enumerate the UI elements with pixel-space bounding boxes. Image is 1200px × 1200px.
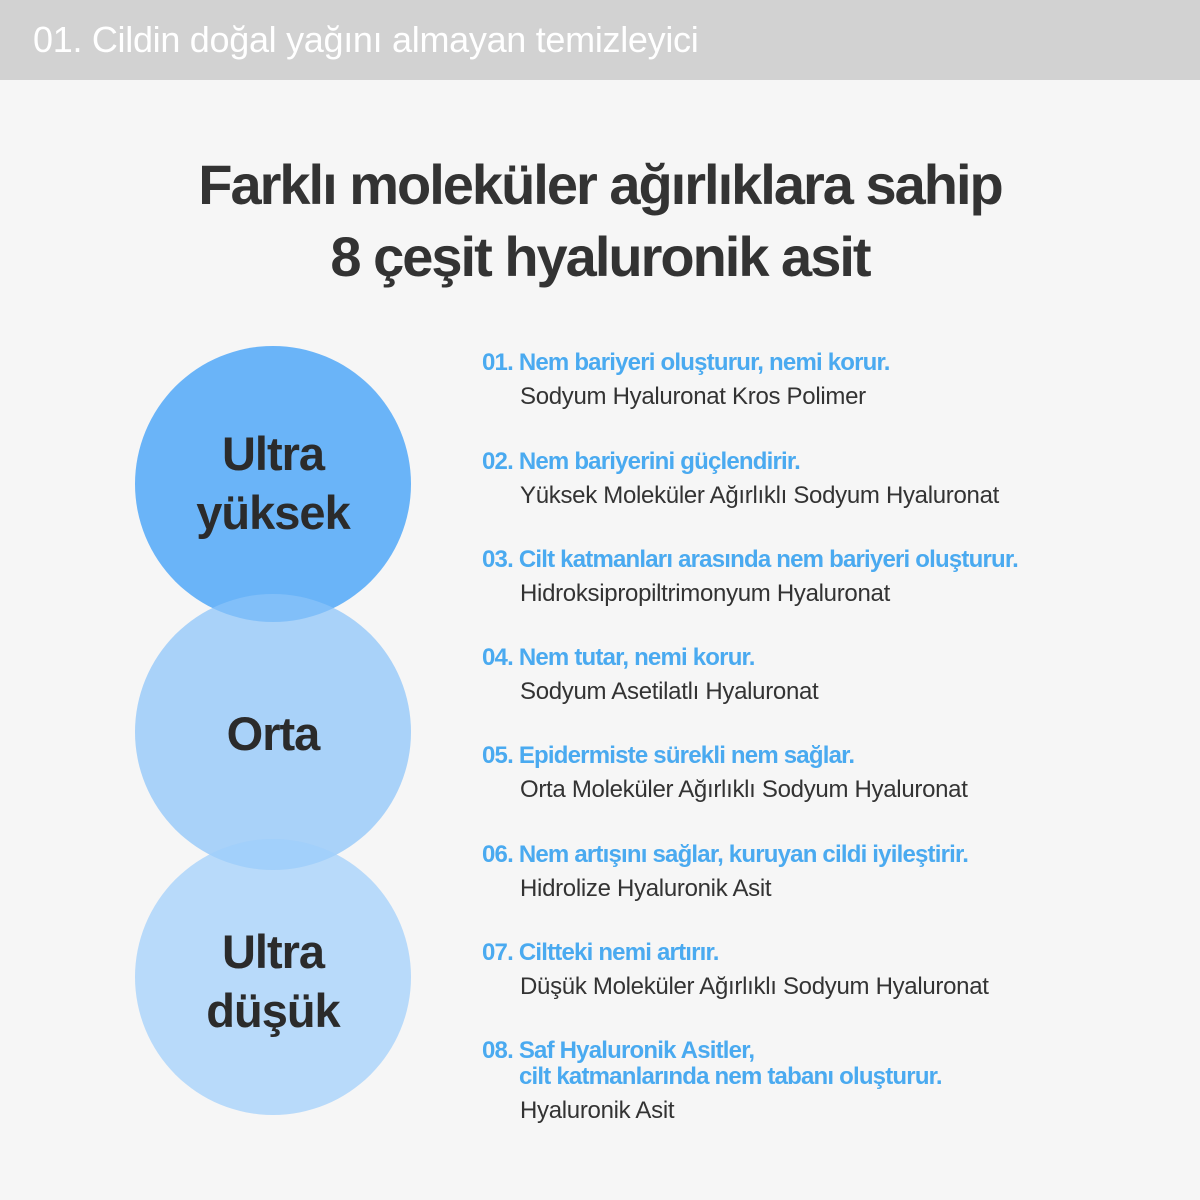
list-item: [482, 350, 1172, 414]
item-subtitle: Hidrolize Hyaluronik Asit: [520, 875, 772, 902]
list-item: [482, 842, 1172, 906]
circle-ultra-high-label-line-1: Ultra: [221, 427, 325, 480]
header-title: 01. Cildin doğal yağını almayan temizleyici: [33, 19, 699, 60]
item-subtitle: Sodyum Asetilatlı Hyaluronat: [520, 678, 819, 705]
circle-ultra-low-label-line-1: Ultra: [221, 925, 325, 978]
item-subtitle: Düşük Moleküler Ağırlıklı Sodyum Hyaluronat: [520, 973, 989, 1000]
circle-medium-label: Orta: [226, 707, 320, 760]
item-title: 02. Nem bariyerini güçlendirir.: [482, 448, 800, 475]
item-title: 01. Nem bariyeri oluşturur, nemi korur.: [482, 349, 890, 376]
item-subtitle: Orta Moleküler Ağırlıklı Sodyum Hyaluronat: [520, 776, 968, 803]
item-subtitle: Sodyum Hyaluronat Kros Polimer: [520, 383, 866, 410]
list-item: [482, 449, 1172, 513]
main-title-line-1: Farklı moleküler ağırlıklara sahip: [198, 153, 1002, 216]
item-title: 07. Ciltteki nemi artırır.: [482, 939, 719, 966]
item-title: 04. Nem tutar, nemi korur.: [482, 644, 755, 671]
circle-ultra-low-label-line-2: düşük: [206, 984, 340, 1037]
item-title-line-2: cilt katmanlarında nem tabanı oluşturur.: [519, 1063, 942, 1090]
item-title-line-1: 08. Saf Hyaluronik Asitler,: [482, 1037, 755, 1064]
main-title-line-2: 8 çeşit hyaluronik asit: [330, 225, 870, 288]
list-item: [482, 645, 1172, 709]
list-item: [482, 547, 1172, 611]
header-bar: [0, 0, 1200, 80]
item-subtitle: Hidroksipropiltrimonyum Hyaluronat: [520, 580, 890, 607]
list-item: [482, 1038, 1172, 1128]
item-subtitle: Yüksek Moleküler Ağırlıklı Sodyum Hyaluronat: [520, 482, 1000, 509]
circle-ultra-high-label-line-2: yüksek: [196, 486, 350, 539]
list-item: [482, 940, 1172, 1004]
item-subtitle: Hyaluronik Asit: [520, 1097, 675, 1124]
item-title: [482, 1038, 1172, 1090]
item-title: 05. Epidermiste sürekli nem sağlar.: [482, 742, 855, 769]
item-title: 06. Nem artışını sağlar, kuruyan cildi iyileştirir.: [482, 841, 969, 868]
item-title: 03. Cilt katmanları arasında nem bariyeri oluşturur.: [482, 546, 1018, 573]
list-item: [482, 743, 1172, 807]
